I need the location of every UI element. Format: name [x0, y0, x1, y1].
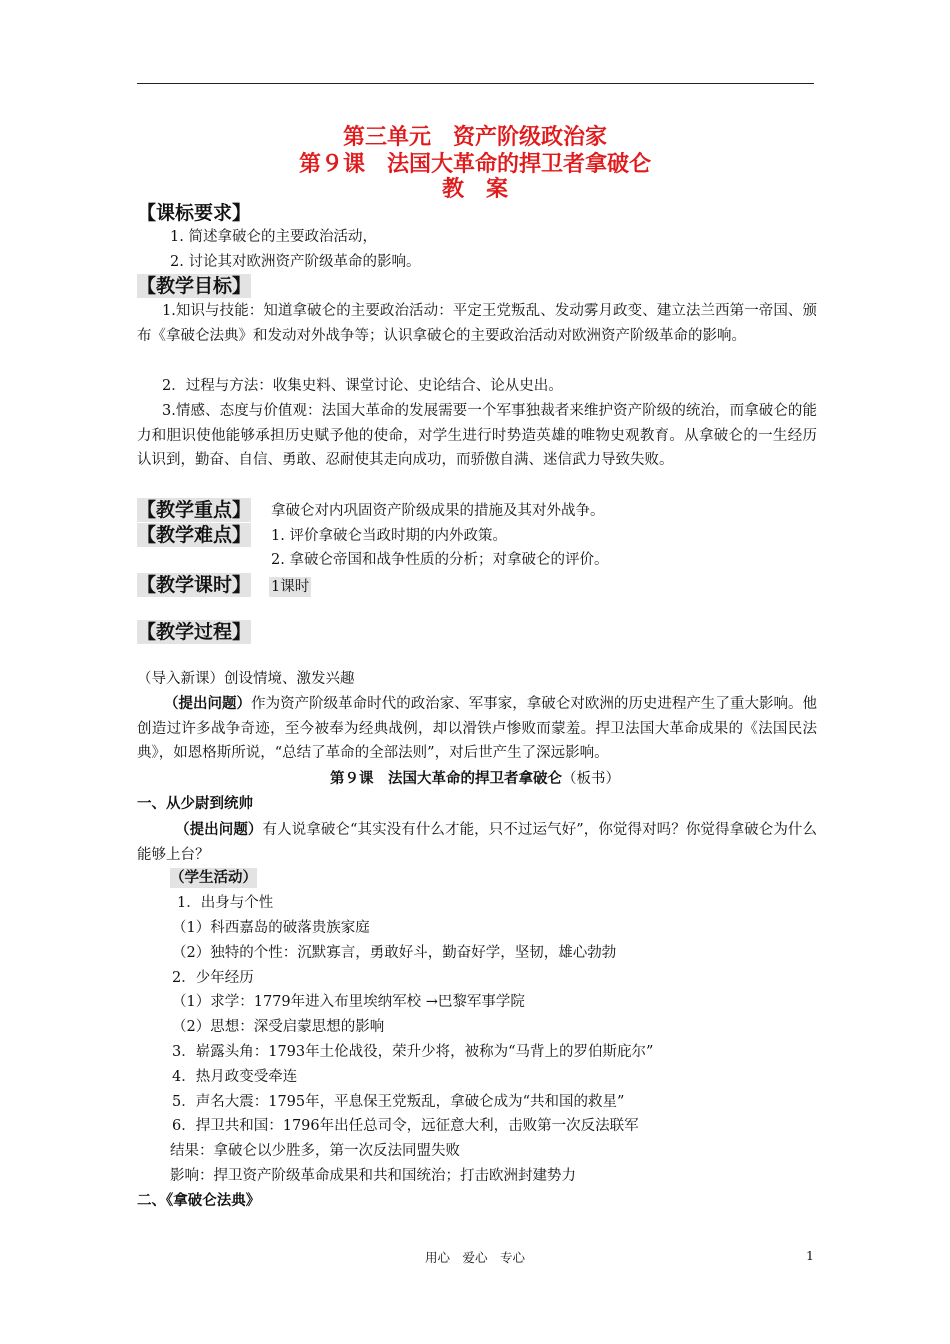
part1-line-7: 3．崭露头角：1793年土伦战役，荣升少将，被称为“马背上的罗伯斯庇尔”: [172, 1044, 654, 1060]
doc-type-title: 教 案: [441, 176, 508, 202]
mubiao-heading: 【教学目标】: [137, 275, 252, 297]
page-number: 1: [806, 1248, 814, 1263]
part1-line-3: （2）独特的个性：沉默寡言，勇敢好斗，勤奋好学，坚韧，雄心勃勃: [172, 945, 617, 961]
zhongdian-text: 拿破仑对内巩固资产阶级成果的措施及其对外战争。: [271, 503, 605, 519]
kebiao-item-1: 1. 简述拿破仑的主要政治活动，: [170, 229, 377, 245]
intro-label: （导入新课）: [137, 671, 224, 687]
footer-motto: 用心 爱心 专心: [424, 1250, 525, 1265]
guocheng-heading: 【教学过程】: [137, 621, 252, 643]
header-rule: [137, 83, 814, 84]
part1-heading: 一、从少尉到统帅: [137, 795, 253, 812]
part1-line-5: （1）求学：1779年进入布里埃纳军校 →巴黎军事学院: [172, 994, 525, 1010]
zhongdian-heading: 【教学重点】: [137, 499, 252, 521]
board-title: [0, 769, 950, 789]
nandian-item-2: 2. 拿破仑帝国和战争性质的分析；对拿破仑的评价。: [271, 552, 609, 568]
nandian-heading: 【教学难点】: [137, 524, 252, 546]
part1-line-8: 4．热月政变受牵连: [172, 1069, 298, 1085]
part1-result: 结果：拿破仑以少胜多，第一次反法同盟失败: [170, 1143, 460, 1159]
part1-question: [137, 818, 817, 867]
mubiao-p3: 3.情感、态度与价值观：法国大革命的发展需要一个军事独裁者来维护资产阶级的统治，而拿破仑的能力和胆识使他能够承担历史赋予他的使命，对学生进行时势造英雄的唯物史观教育。从拿破仑的一生经历认识到，勤奋、自信、勇敢、忍耐使其走向成功，而骄傲自满、迷信武力导致失败。: [137, 403, 817, 468]
lesson-title: 第９课 法国大革命的捍卫者拿破仑: [298, 151, 651, 177]
board-title-bold: 第９课 法国大革命的捍卫者拿破仑: [330, 770, 562, 787]
part1-line-2: （1）科西嘉岛的破落贵族家庭: [172, 920, 370, 936]
guocheng-question: [137, 692, 817, 766]
question-label: （提出问题）: [164, 695, 252, 712]
keshi-heading: 【教学课时】: [137, 574, 252, 596]
part1-line-9: 5．声名大震：1795年，平息保王党叛乱，拿破仑成为“共和国的救星”: [172, 1094, 625, 1110]
part1-question-text: 有人说拿破仑“其实没有什么才能，只不过运气好”，你觉得对吗？你觉得拿破仑为什么能够上台？: [137, 822, 818, 863]
question-text: 作为资产阶级革命时代的政治家、军事家，拿破仑对欧洲的历史进程产生了重大影响。他创造过许多战争奇迹，至今被奉为经典战例，却以滑铁卢惨败而蒙羞。捍卫法国大革命成果的《法国民法典》，如恩格斯所说，“总结了革命的全部法则”，对后世产生了深远影响。: [137, 696, 818, 761]
board-title-suffix: （板书）: [562, 771, 620, 787]
intro-text: 创设情境、激发兴趣: [224, 671, 355, 687]
nandian-item-1: 1. 评价拿破仑当政时期的内外政策。: [271, 528, 507, 544]
part1-question-label: （提出问题）: [175, 821, 263, 838]
keshi-text: 1课时: [271, 579, 310, 595]
part1-line-6: （2）思想：深受启蒙思想的影响: [172, 1019, 385, 1035]
part1-impact: 影响：捍卫资产阶级革命成果和共和国统治；打击欧洲封建势力: [170, 1168, 576, 1184]
kebiao-heading: 【课标要求】: [137, 202, 252, 224]
kebiao-item-2: 2. 讨论其对欧洲资产阶级革命的影响。: [170, 254, 421, 270]
part1-line-1: 1．出身与个性: [177, 895, 274, 911]
part1-line-10: 6．捍卫共和国：1796年出任总司令，远征意大利，击败第一次反法联军: [172, 1118, 639, 1134]
part1-line-4: 2．少年经历: [172, 970, 254, 986]
mubiao-p1: 1.知识与技能：知道拿破仑的主要政治活动：平定王党叛乱、发动雾月政变、建立法兰西第一帝国、颁布《拿破仑法典》和发动对外战争等；认识拿破仑的主要政治活动对欧洲资产阶级革命的影响。: [137, 303, 817, 344]
activity-label: （学生活动）: [170, 869, 257, 886]
unit-title: 第三单元 资产阶级政治家: [342, 124, 607, 150]
mubiao-p2: 2．过程与方法：收集史料、课堂讨论、史论结合、论从史出。: [162, 378, 563, 394]
part2-heading: 二、《拿破仑法典》: [137, 1192, 261, 1209]
